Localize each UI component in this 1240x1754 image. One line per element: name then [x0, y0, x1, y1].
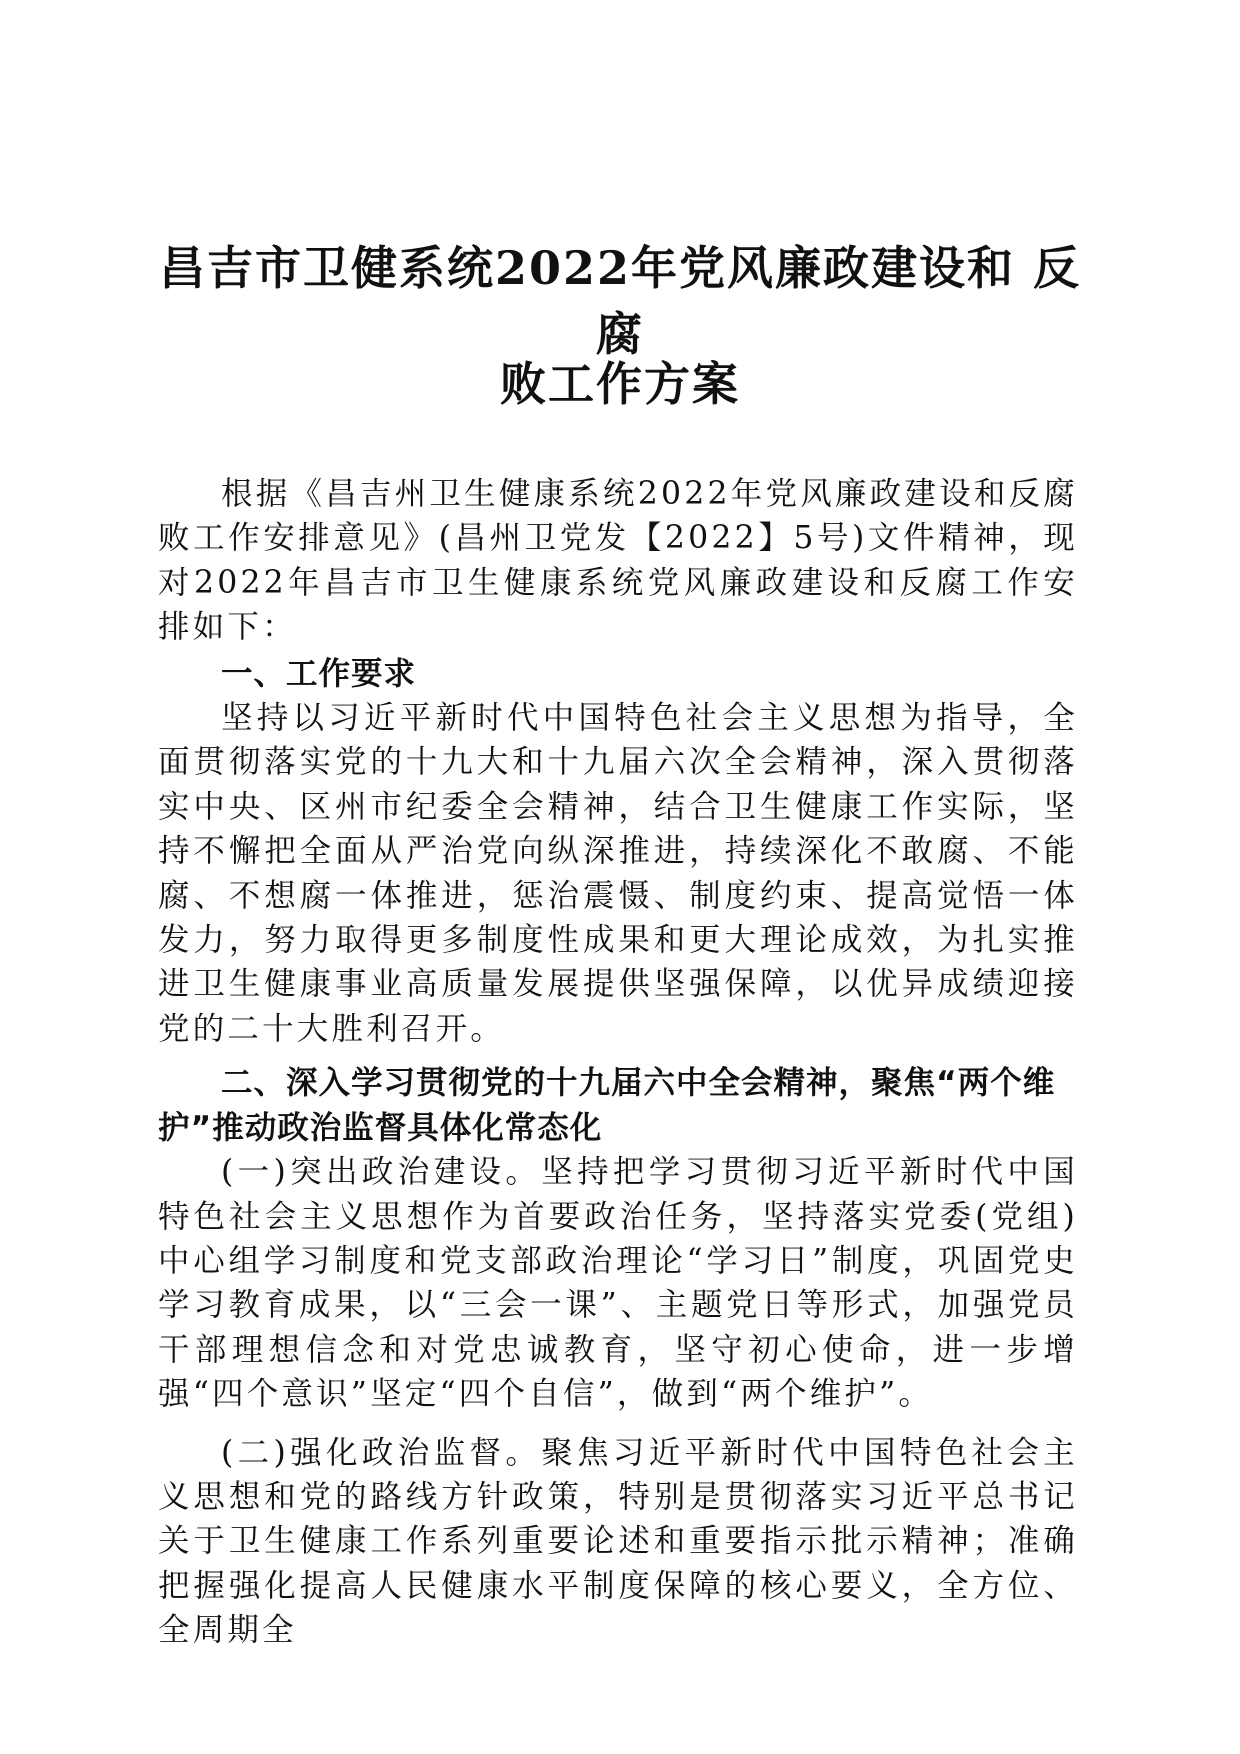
section-2-item-2: (二)强化政治监督。聚焦习近平新时代中国特色社会主义思想和党的路线方针政策，特别是贯彻落实习近平总书记关于卫生健康工作系列重要论述和重要指示批示精神；准确把握强化提高人民健康水平制度保障的核心要义，全方位、全周期全 — [158, 1434, 1078, 1649]
section-2-heading: 二、深入学习贯彻党的十九届六中全会精神，聚焦“两个维护”推动政治监督具体化常态化 — [158, 1065, 1056, 1146]
section-1-heading: 一、工作要求 — [221, 655, 417, 692]
document-title-line-2: 败工作方案 — [500, 357, 740, 411]
section-1-paragraph: 坚持以习近平新时代中国特色社会主义思想为指导，全面贯彻落实党的十九大和十九届六次全会精神，深入贯彻落实中央、区州市纪委全会精神，结合卫生健康工作实际，坚持不懈把全面从严治党向纵深推进，持续深化不敢腐、不能腐、不想腐一体推进，惩治震慑、制度约束、提高觉悟一体发力，努力取得更多制度性成果和更大理论成效，为扎实推进卫生健康事业高质量发展提供坚强保障，以优异成绩迎接党的二十大胜利召开。 — [158, 700, 1078, 1047]
document-title-line-1: 昌吉市卫健系统2022年党风廉政建设和 反腐 — [158, 241, 1082, 361]
intro-paragraph: 根据《昌吉州卫生健康系统2022年党风廉政建设和反腐败工作安排意见》(昌州卫党发【2022】5号)文件精神，现对2022年昌吉市卫生健康系统党风廉政建设和反腐工作安排如下： — [158, 476, 1078, 646]
document-body — [158, 472, 1078, 1653]
section-2-item-1: (一)突出政治建设。坚持把学习贯彻习近平新时代中国特色社会主义思想作为首要政治任务，坚持落实党委(党组)中心组学习制度和党支部政治理论“学习日”制度，巩固党史学习教育成果，以“三会一课”、主题党日等形式，加强党员干部理想信念和对党忠诚教育，坚守初心使命，进一步增强“四个意识”坚定“四个自信”，做到“两个维护”。 — [158, 1154, 1078, 1413]
